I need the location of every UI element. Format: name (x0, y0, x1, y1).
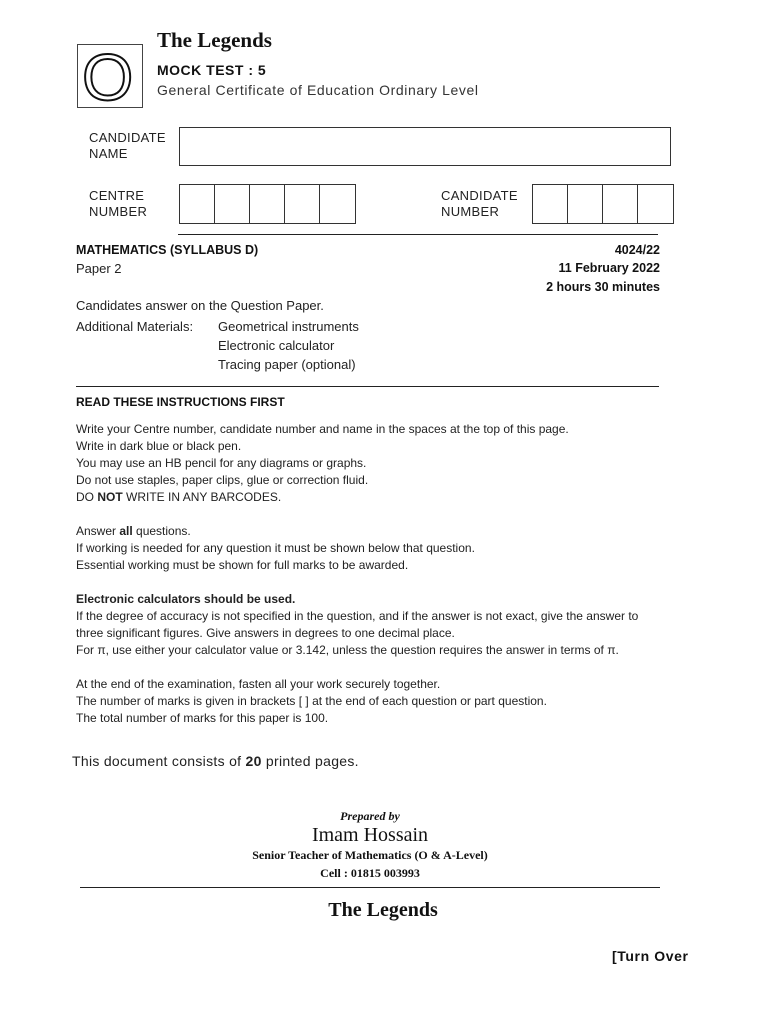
paper-number: Paper 2 (76, 261, 122, 276)
candidate-digit-box[interactable] (603, 185, 638, 223)
exam-duration: 2 hours 30 minutes (546, 280, 660, 294)
candidate-number-label (441, 188, 518, 220)
material-item: Electronic calculator (218, 338, 335, 353)
instruction-line: If working is needed for any question it must be shown below that question. (76, 541, 475, 555)
author-name: Imam Hossain (311, 824, 429, 846)
divider (178, 234, 658, 235)
logo (77, 40, 143, 114)
exam-date: 11 February 2022 (558, 261, 660, 275)
page-count-number: 20 (245, 753, 262, 769)
instruction-line: At the end of the examination, fasten all your work securely together. (76, 677, 441, 691)
instruction-line: Essential working must be shown for full marks to be awarded. (76, 558, 409, 572)
candidate-number-field[interactable] (532, 184, 674, 224)
instruction-line: Do not use staples, paper clips, glue or correction fluid. (76, 473, 369, 487)
instruction-line: three significant figures. Give answers in degrees to one decimal place. (76, 626, 455, 640)
candidate-name-label-line1: CANDIDATE (89, 130, 166, 145)
barcode-text-post: WRITE IN ANY BARCODES. (122, 490, 282, 504)
barcode-text-bold: NOT (97, 490, 123, 504)
divider (76, 386, 659, 387)
candidate-digit-box[interactable] (638, 185, 673, 223)
centre-digit-box[interactable] (285, 185, 320, 223)
instructions-block-4 (76, 676, 676, 727)
page-count (72, 753, 359, 769)
instruction-line: Write your Centre number, candidate number and name in the spaces at the top of this page. (76, 422, 569, 436)
centre-digit-box[interactable] (250, 185, 285, 223)
candidate-digit-box[interactable] (568, 185, 603, 223)
instruction-line: For π, use either your calculator value or 3.142, unless the question requires the answer in terms of π. (76, 643, 619, 657)
exam-code: 4024/22 (614, 243, 660, 257)
instructions-heading: READ THESE INSTRUCTIONS FIRST (76, 395, 285, 409)
centre-number-label (89, 188, 147, 220)
prepared-by: Prepared by (340, 809, 400, 823)
instruction-line: The total number of marks for this paper is 100. (76, 711, 329, 725)
subject: MATHEMATICS (SYLLABUS D) (76, 243, 259, 257)
footer-organisation: The Legends (328, 899, 438, 921)
candidate-digit-box[interactable] (533, 185, 568, 223)
materials-label: Additional Materials: (76, 319, 194, 334)
calculator-heading: Electronic calculators should be used. (76, 592, 296, 606)
answer-text-bold: all (119, 524, 133, 538)
candidate-number-label-line1: CANDIDATE (441, 188, 518, 203)
instructions-block-2 (76, 523, 676, 574)
additional-materials (76, 317, 193, 336)
instruction-line: You may use an HB pencil for any diagrams or graphs. (76, 456, 367, 470)
candidate-number-label-line2: NUMBER (441, 204, 500, 219)
instruction-line (76, 489, 676, 506)
material-item: Geometrical instruments (218, 319, 359, 334)
organisation-title: The Legends (157, 28, 272, 52)
centre-number-label-line2: NUMBER (89, 204, 148, 219)
answer-text-pre: Answer (76, 524, 120, 538)
page-count-pre: This document consists of (72, 753, 246, 769)
certificate-line: General Certificate of Education Ordinary Level (157, 82, 479, 98)
answer-on-paper: Candidates answer on the Question Paper. (76, 298, 324, 313)
instructions-block-1 (76, 421, 676, 506)
page-count-post: printed pages. (261, 753, 359, 769)
candidate-name-field[interactable] (179, 127, 671, 166)
instruction-line: If the degree of accuracy is not specified in the question, and if the answer is not exact, give the answer to (76, 609, 639, 623)
candidate-name-label (89, 130, 166, 162)
material-item: Tracing paper (optional) (218, 357, 356, 372)
instructions-block-3 (76, 591, 676, 659)
author-phone: Cell : 01815 003993 (320, 866, 420, 880)
centre-number-field[interactable] (179, 184, 356, 224)
instruction-line: The number of marks is given in brackets [ ] at the end of each question or part question. (76, 694, 547, 708)
barcode-text-pre: DO (76, 490, 98, 504)
instruction-line (76, 523, 676, 540)
instruction-line: Write in dark blue or black pen. (76, 439, 242, 453)
centre-number-label-line1: CENTRE (89, 188, 145, 203)
answer-text-post: questions. (132, 524, 191, 538)
author-role: Senior Teacher of Mathematics (O & A-Level) (252, 848, 488, 862)
turn-over: [Turn Over (612, 948, 689, 964)
materials-list (218, 317, 359, 374)
logo-letter: O (82, 40, 134, 114)
centre-digit-box[interactable] (320, 185, 355, 223)
mock-test-title: MOCK TEST : 5 (157, 62, 267, 78)
centre-digit-box[interactable] (180, 185, 215, 223)
divider (80, 887, 660, 888)
candidate-name-label-line2: NAME (89, 146, 128, 161)
centre-digit-box[interactable] (215, 185, 250, 223)
